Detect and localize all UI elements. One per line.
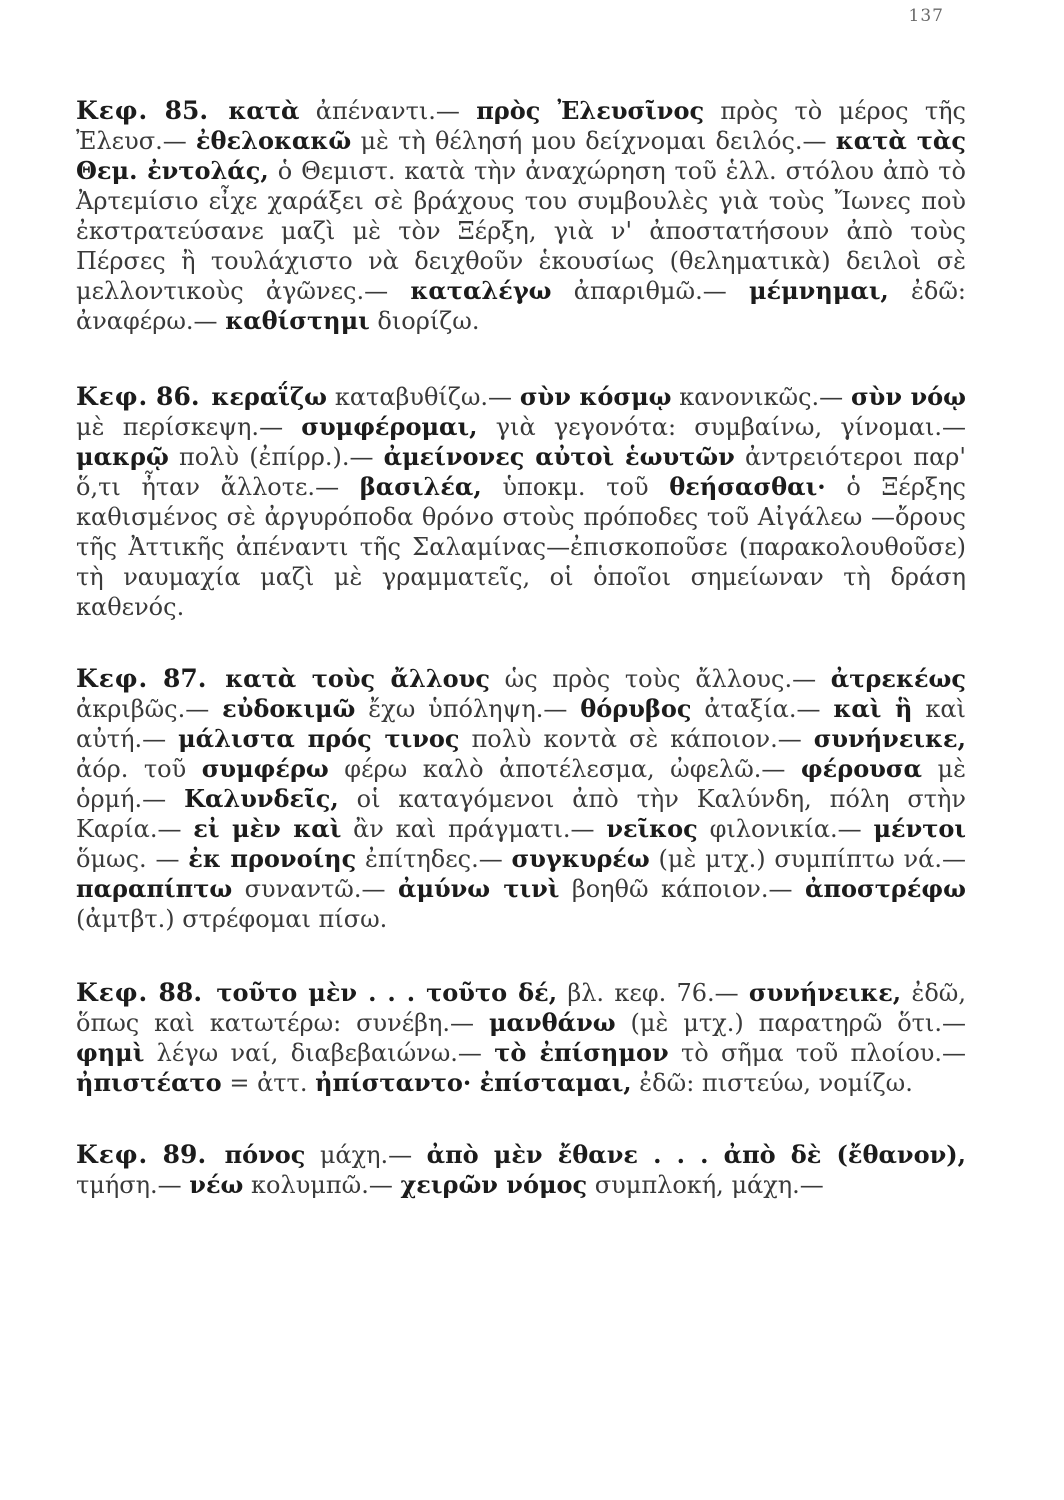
lemma-term: πρὸς Ἐλευσῖνος bbox=[476, 96, 705, 125]
chapter-label: Κεφ. bbox=[76, 978, 149, 1007]
chapter-entry bbox=[76, 96, 966, 336]
lemma-term: μέμνημαι, bbox=[748, 276, 889, 305]
lemma-term: κατὰ τὰς Θεμ. ἐντολάς, bbox=[76, 126, 966, 185]
lemma-term: συμφέρω bbox=[201, 754, 329, 783]
gloss-text: ἐδῶ: πιστεύω, νομίζω. bbox=[639, 1069, 913, 1097]
lemma-term: ἀτρεκέως bbox=[830, 664, 967, 693]
lemma-term: ἀμείνονες αὐτοὶ ἑωυτῶν bbox=[383, 442, 735, 471]
chapter-label: Κεφ. bbox=[76, 1140, 149, 1169]
lemma-term: ἐκ προνοίης bbox=[188, 844, 357, 873]
gloss-text: γιὰ γεγονότα: συμβαίνω, γίνομαι.— bbox=[495, 413, 966, 441]
gloss-text: ἀπαριθμῶ.— bbox=[573, 277, 727, 305]
gloss-text: ὁ Ξέρξης καθισμένος σὲ ἀργυρόποδα θρόνο στοὺς πρόποδες τοῦ Αἰγάλεω —ὄρους τῆς Ἀττικῆς ἀπέναντι τῆς Σαλαμίνας—ἐπισκοποῦσε (παρακολουθοῦσε) τὴ ναυμαχία μαζὶ μὲ γραμματεῖς, οἱ ὁποῖοι σημείωναν τὴ δράση καθενός. bbox=[76, 473, 966, 621]
gloss-text: = ἀττ. bbox=[229, 1069, 308, 1097]
gloss-text: οἱ καταγόμενοι ἀπὸ τὴν Καλύνδη, πόλη στὴν Καρία.— bbox=[76, 785, 966, 843]
gloss-text: ὅμως. — bbox=[76, 845, 180, 873]
gloss-text: συναντῶ.— bbox=[244, 875, 386, 903]
gloss-text: ἂν καὶ πράγματι.— bbox=[353, 815, 595, 843]
chapter-entry bbox=[76, 382, 966, 622]
gloss-text: συμπλοκή, μάχη.— bbox=[594, 1171, 824, 1199]
gloss-text: ἐδῶ: ἀναφέρω.— bbox=[76, 277, 966, 335]
lemma-term: ἠπίσταντο· ἐπίσταμαι, bbox=[315, 1068, 632, 1097]
lemma-term: καθίστημι bbox=[225, 306, 370, 335]
page-number: 137 bbox=[908, 6, 944, 26]
gloss-text: μὲ περίσκεψη.— bbox=[76, 413, 284, 441]
lemma-term: βασιλέα, bbox=[359, 472, 482, 501]
gloss-text: ὑποκμ. τοῦ bbox=[502, 473, 649, 501]
lemma-term: ἀποστρέφω bbox=[804, 874, 966, 903]
lemma-term: πόνος bbox=[224, 1140, 306, 1169]
gloss-text: μάχη.— bbox=[319, 1141, 413, 1169]
lemma-term: θεήσασθαι· bbox=[669, 472, 826, 501]
lemma-term: μέντοι bbox=[873, 814, 967, 843]
lemma-term: μάλιστα πρός τινος bbox=[178, 724, 460, 753]
gloss-text: διορίζω. bbox=[377, 307, 480, 335]
lemma-term: εἰ μὲν καὶ bbox=[193, 814, 342, 843]
lemma-term: κατὰ τοὺς ἄλλους bbox=[225, 664, 490, 693]
lemma-term: σὺν κόσμῳ bbox=[519, 382, 672, 411]
lemma-term: παραπίπτω bbox=[76, 874, 233, 903]
gloss-text: μὲ ὁρμή.— bbox=[76, 755, 967, 813]
gloss-text: ὡς πρὸς τοὺς ἄλλους.— bbox=[504, 665, 817, 693]
gloss-text: (ἀμτβτ.) στρέφομαι πίσω. bbox=[76, 905, 388, 933]
gloss-text: ἐδῶ, ὅπως καὶ κατωτέρω: συνέβη.— bbox=[76, 979, 966, 1037]
gloss-text: κολυμπῶ.— bbox=[251, 1171, 393, 1199]
lemma-term: νεῖκος bbox=[606, 814, 698, 843]
chapter-label: Κεφ. bbox=[76, 382, 149, 411]
gloss-text: τμήση.— bbox=[76, 1171, 182, 1199]
lemma-term: μακρῷ bbox=[76, 442, 169, 471]
gloss-text: πολὺ (ἐπίρρ.).— bbox=[179, 443, 374, 471]
gloss-text: μὲ τὴ θέλησή μου δείχνομαι δειλός.— bbox=[360, 127, 827, 155]
lemma-term: συνήνεικε, bbox=[748, 978, 902, 1007]
lemma-term: μανθάνω bbox=[488, 1008, 616, 1037]
chapter-entry bbox=[76, 978, 966, 1098]
chapter-entry bbox=[76, 664, 966, 934]
lemma-term: συγκυρέω bbox=[511, 844, 650, 873]
lemma-term: συνήνεικε, bbox=[813, 724, 966, 753]
gloss-text: ἔχω ὑπόληψη.— bbox=[368, 695, 568, 723]
glossary-page bbox=[76, 96, 966, 1238]
lemma-term: καταλέγω bbox=[410, 276, 552, 305]
lemma-term: φέρουσα bbox=[800, 754, 923, 783]
gloss-text: (μὲ μτχ.) παρατηρῶ ὅτι.— bbox=[630, 1009, 966, 1037]
gloss-text: φέρω καλὸ ἀποτέλεσμα, ὠφελῶ.— bbox=[344, 755, 786, 783]
chapter-number: 85. bbox=[164, 96, 209, 125]
chapter-number: 86. bbox=[156, 382, 200, 411]
chapter-number: 88. bbox=[158, 978, 203, 1007]
lemma-term: ἠπιστέατο bbox=[76, 1068, 222, 1097]
gloss-text: ἀόρ. τοῦ bbox=[76, 755, 187, 783]
lemma-term: Καλυνδεῖς, bbox=[184, 784, 339, 813]
gloss-text: τὸ σῆμα τοῦ πλοίου.— bbox=[680, 1039, 967, 1067]
gloss-text: ἀκριβῶς.— bbox=[76, 695, 210, 723]
gloss-text: λέγω ναί, διαβεβαιώνω.— bbox=[156, 1039, 482, 1067]
lemma-term: θόρυβος bbox=[580, 694, 692, 723]
chapter-number: 87. bbox=[162, 664, 207, 693]
lemma-term: ἀμύνω τινὶ bbox=[397, 874, 560, 903]
chapter-label: Κεφ. bbox=[76, 96, 149, 125]
gloss-text: πολὺ κοντὰ σὲ κάποιον.— bbox=[471, 725, 802, 753]
chapter-number: 89. bbox=[162, 1140, 207, 1169]
lemma-term: σὺν νόῳ bbox=[850, 382, 966, 411]
gloss-text: πρὸς τὸ μέρος τῆς Ἐλευσ.— bbox=[76, 97, 966, 155]
gloss-text: (μὲ μτχ.) συμπίπτω νά.— bbox=[658, 845, 966, 873]
lemma-term: νέω bbox=[189, 1170, 244, 1199]
chapter-entry bbox=[76, 1140, 966, 1200]
gloss-text: ἐπίτηδες.— bbox=[365, 845, 503, 873]
lemma-term: φημὶ bbox=[76, 1038, 145, 1067]
gloss-text: ὁ Θεμιστ. κατὰ τὴν ἀναχώρηση τοῦ ἑλλ. στόλου ἀπὸ τὸ Ἀρτεμίσιο εἶχε χαράξει σὲ βράχους του συμβουλὲς γιὰ τοὺς Ἴωνες ποὺ ἐκστρατεύσανε μαζὶ μὲ τὸν Ξέρξη, γιὰ ν' ἀποστατήσουν ἀπὸ τοὺς Πέρσες ἢ τουλάχιστο νὰ δειχθοῦν ἑκουσίως (θεληματικὰ) δειλοὶ σὲ μελλοντικοὺς ἀγῶνες.— bbox=[76, 157, 966, 305]
lemma-term: κατὰ bbox=[228, 96, 300, 125]
lemma-term: συμφέρομαι, bbox=[301, 412, 478, 441]
lemma-term: εὐδοκιμῶ bbox=[222, 694, 356, 723]
lemma-term: καὶ ἣ bbox=[833, 694, 913, 723]
gloss-text: ἀπέναντι.— bbox=[315, 97, 460, 125]
gloss-text: ἀντρειότεροι παρ' ὅ,τι ἦταν ἄλλοτε.— bbox=[76, 443, 966, 501]
gloss-text: βλ. κεφ. 76.— bbox=[567, 979, 739, 1007]
lemma-term: τοῦτο μὲν . . . τοῦτο δέ, bbox=[216, 978, 558, 1007]
lemma-term: ἐθελοκακῶ bbox=[195, 126, 352, 155]
chapter-label: Κεφ. bbox=[76, 664, 149, 693]
gloss-text: βοηθῶ κάποιον.— bbox=[571, 875, 793, 903]
gloss-text: κανονικῶς.— bbox=[679, 383, 844, 411]
lemma-term: χειρῶν νόμος bbox=[400, 1170, 588, 1199]
lemma-term: κεραΐζω bbox=[211, 382, 328, 411]
lemma-term: τὸ ἐπίσημον bbox=[494, 1038, 669, 1067]
gloss-text: καταβυθίζω.— bbox=[334, 383, 513, 411]
lemma-term: ἀπὸ μὲν ἔθανε . . . ἀπὸ δὲ (ἔθανον), bbox=[426, 1140, 966, 1169]
gloss-text: καὶ αὐτή.— bbox=[76, 695, 966, 753]
gloss-text: φιλονικία.— bbox=[709, 815, 862, 843]
gloss-text: ἀταξία.— bbox=[704, 695, 821, 723]
